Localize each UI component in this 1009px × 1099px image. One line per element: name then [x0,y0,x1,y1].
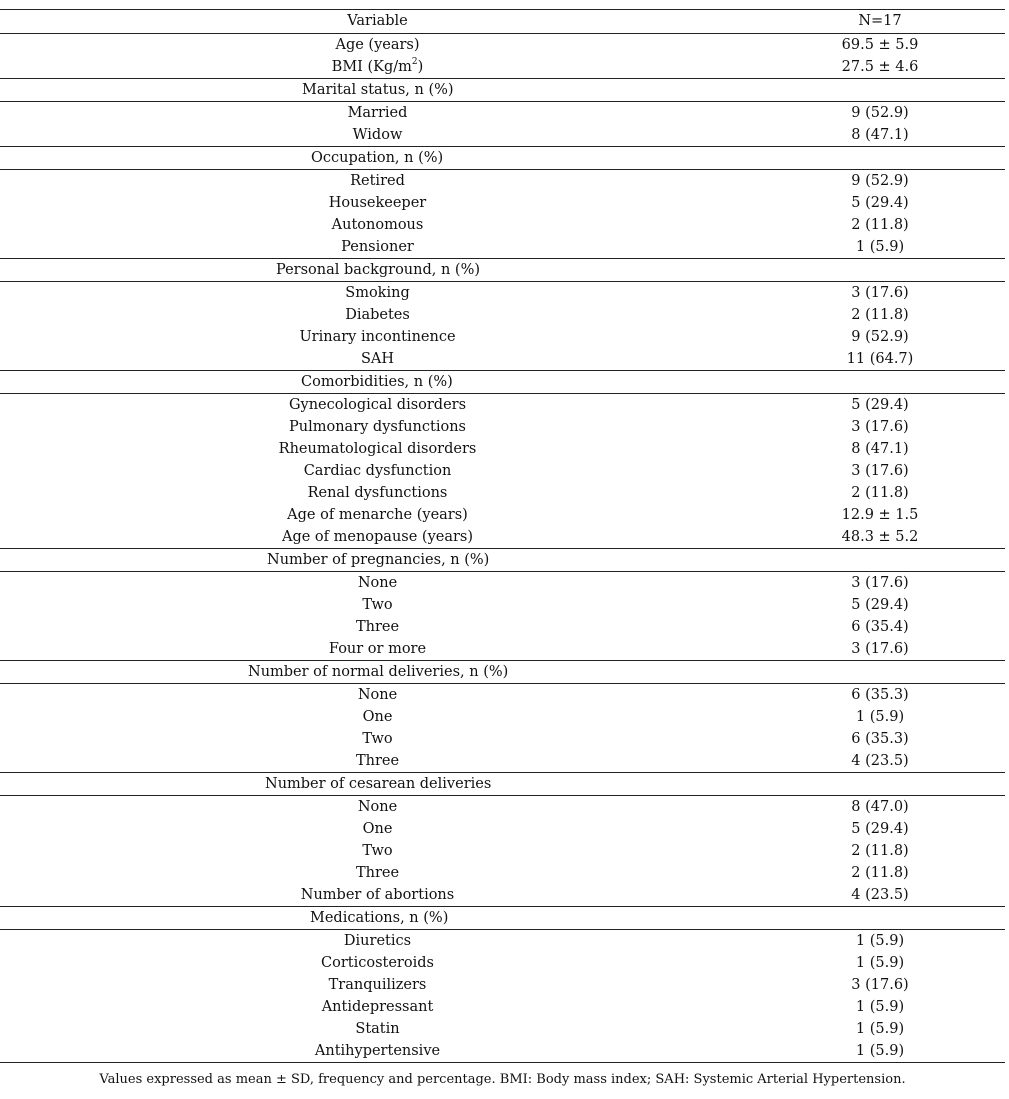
table-row [0,438,1005,460]
section-title: Comorbidities, n (%) [0,371,755,394]
row-label: Cardiac dysfunction [303,463,452,479]
row-value: 48.3 ± 5.2 [841,529,919,545]
row-value: 5 (29.4) [851,195,909,211]
row-label: Age (years) [335,37,420,53]
row-label: Tranquilizers [328,977,427,993]
row-value: 69.5 ± 5.9 [841,37,919,53]
characteristics-table-container [0,9,1005,1063]
table-row [0,684,1005,707]
row-value: 8 (47.1) [851,127,909,143]
row-value: 1 (5.9) [855,955,905,971]
table-row [0,750,1005,773]
section-header-row [0,773,1005,796]
row-label: Diuretics [343,933,412,949]
header-n: N=17 [755,10,1005,34]
row-label: Age of menarche (years) [287,507,468,523]
row-value: 5 (29.4) [851,397,909,413]
table-row [0,728,1005,750]
row-value: 9 (52.9) [851,173,909,189]
row-value: 9 (52.9) [851,329,909,345]
table-row [0,706,1005,728]
table-row [0,884,1005,907]
row-value: 6 (35.3) [851,731,909,747]
row-value: 3 (17.6) [851,463,909,479]
section-title: Marital status, n (%) [0,79,755,102]
table-row [0,840,1005,862]
table-footnote: Values expressed as mean ± SD, frequency and percentage. BMI: Body mass index; SAH: Systemic Arterial Hypertension. [99,1072,906,1087]
section-title: Number of pregnancies, n (%) [0,549,755,572]
table-row [0,862,1005,884]
row-label: None [357,575,398,591]
row-label: Widow [352,127,403,143]
row-value: 3 (17.6) [851,285,909,301]
table-row [0,818,1005,840]
row-value: 6 (35.3) [851,687,909,703]
row-value: 3 (17.6) [851,977,909,993]
table-row [0,996,1005,1018]
section-header-row [0,907,1005,930]
row-value: 1 (5.9) [755,1040,1005,1063]
section-title: Number of normal deliveries, n (%) [0,661,755,684]
row-label: Two [362,597,393,613]
row-value: 9 (52.9) [851,105,909,121]
row-value: 4 (23.5) [851,887,909,903]
row-label: Three [355,619,400,635]
row-label: None [357,799,398,815]
row-value: 1 (5.9) [855,709,905,725]
row-label: Pulmonary dysfunctions [289,419,466,435]
table-row [0,348,1005,371]
bmi-label-suffix: ) [417,59,424,75]
section-header-row [0,259,1005,282]
header-variable: Variable [0,10,755,34]
table-row [0,326,1005,348]
row-value: 5 (29.4) [851,821,909,837]
table-row [0,1040,1005,1063]
row-label: Three [355,865,400,881]
row-label: Housekeeper [328,195,427,211]
table-row [0,796,1005,819]
section-empty-cell [755,371,1005,394]
table-header-row [0,10,1005,34]
bmi-label-superscript: 2 [411,57,418,68]
table-row [0,34,1005,57]
table-row [0,416,1005,438]
row-value: 1 (5.9) [855,999,905,1015]
row-value: 4 (23.5) [851,753,909,769]
table-row [0,282,1005,305]
section-empty-cell [755,549,1005,572]
row-label: One [362,709,393,725]
section-empty-cell [755,661,1005,684]
table-row [0,1018,1005,1040]
row-value: 27.5 ± 4.6 [841,59,919,75]
table-row [0,616,1005,638]
row-label: Antihypertensive [0,1040,755,1063]
row-label: Antidepressant [321,999,434,1015]
row-label: Retired [350,173,405,189]
row-value: 2 (11.8) [851,217,909,233]
row-value: 8 (47.1) [851,441,909,457]
table-row [0,56,1005,79]
row-value: 6 (35.4) [851,619,909,635]
row-label [0,56,755,79]
section-empty-cell [755,773,1005,796]
row-label: Number of abortions [300,887,455,903]
section-title: Occupation, n (%) [0,147,755,170]
section-empty-cell [755,147,1005,170]
section-title: Medications, n (%) [0,907,755,930]
table-row [0,170,1005,193]
table-row [0,504,1005,526]
row-label: Rheumatological disorders [278,441,477,457]
row-label: Married [347,105,408,121]
section-header-row [0,549,1005,572]
row-value: 1 (5.9) [855,239,905,255]
row-label: Three [355,753,400,769]
row-value: 5 (29.4) [851,597,909,613]
section-header-row [0,661,1005,684]
row-label: Age of menopause (years) [281,529,474,545]
row-value: 2 (11.8) [851,307,909,323]
row-label: Four or more [328,641,427,657]
row-label: Two [362,731,393,747]
row-value: 2 (11.8) [851,843,909,859]
bmi-label-prefix: BMI (Kg/m [331,59,412,75]
row-value: 8 (47.0) [851,799,909,815]
table-row [0,394,1005,417]
section-empty-cell [755,79,1005,102]
section-title: Personal background, n (%) [0,259,755,282]
row-label: Smoking [345,285,410,301]
table-row [0,236,1005,259]
row-value: 2 (11.8) [851,865,909,881]
section-header-row [0,147,1005,170]
table-row [0,460,1005,482]
row-value: 1 (5.9) [855,933,905,949]
row-value: 3 (17.6) [851,419,909,435]
row-value: 12.9 ± 1.5 [841,507,919,523]
characteristics-table [0,9,1005,1063]
row-value: 11 (64.7) [846,351,914,367]
row-label: Statin [355,1021,400,1037]
row-label: Two [362,843,393,859]
row-value: 2 (11.8) [851,485,909,501]
table-body [0,10,1005,1063]
row-label: Autonomous [331,217,424,233]
table-row [0,572,1005,595]
row-value: 3 (17.6) [851,641,909,657]
table-row [0,304,1005,326]
table-row [0,930,1005,953]
row-label: Gynecological disorders [288,397,467,413]
row-label: Urinary incontinence [299,329,456,345]
row-value: 3 (17.6) [851,575,909,591]
section-header-row [0,79,1005,102]
row-label: One [362,821,393,837]
row-label: Diabetes [345,307,410,323]
section-title: Number of cesarean deliveries [0,773,755,796]
table-row [0,974,1005,996]
table-row [0,124,1005,147]
table-row [0,102,1005,125]
table-row [0,526,1005,549]
table-row [0,952,1005,974]
row-value: 1 (5.9) [855,1021,905,1037]
table-row [0,594,1005,616]
section-empty-cell [755,259,1005,282]
row-label: Renal dysfunctions [307,485,448,501]
row-label: Pensioner [341,239,414,255]
table-row [0,214,1005,236]
row-label: SAH [360,351,395,367]
table-row [0,638,1005,661]
table-row [0,482,1005,504]
row-label: None [357,687,398,703]
section-header-row [0,371,1005,394]
table-row [0,192,1005,214]
row-label: Corticosteroids [321,955,434,971]
section-empty-cell [755,907,1005,930]
